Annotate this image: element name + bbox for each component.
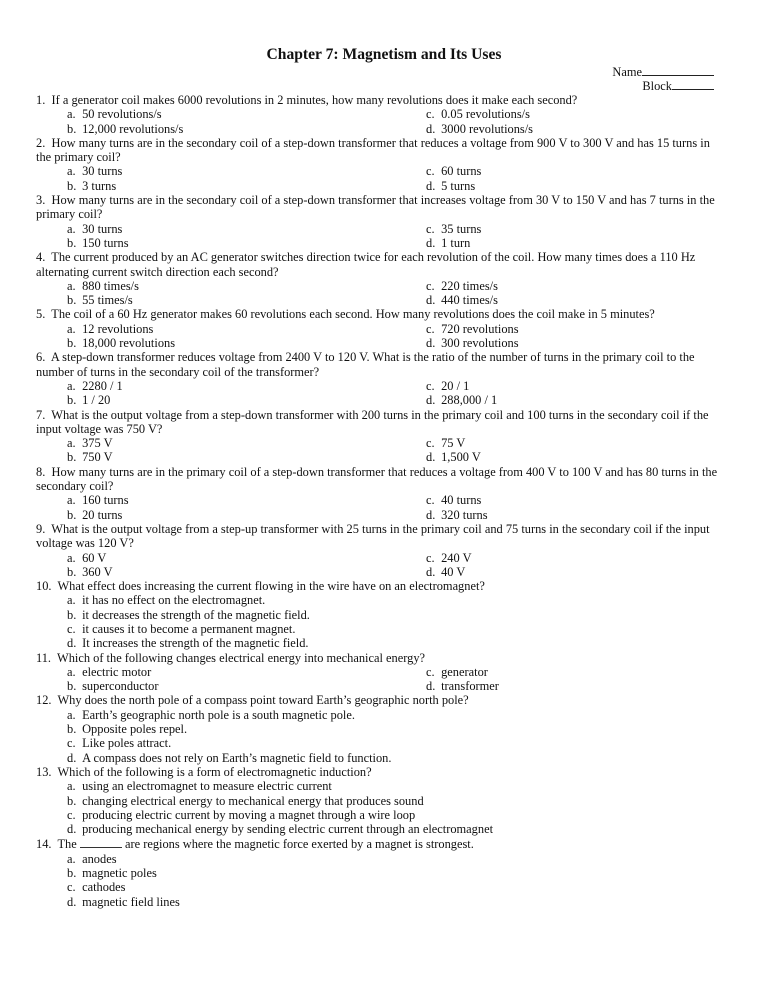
question-9 [36, 522, 726, 579]
question-3 [36, 193, 726, 250]
option-b: b. 360 V [67, 564, 113, 579]
question-text: A step-down transformer reduces voltage from 2400 V to 120 V. What is the ratio of the number of turns in the primary coil to the number of turns in the secondary coil of the transformer? [36, 350, 695, 379]
question-2 [36, 136, 726, 193]
question-number: 10. [36, 579, 52, 594]
option-a: a. it has no effect on the electromagnet. [67, 593, 266, 608]
question-11 [36, 651, 726, 694]
question-number: 5. [36, 307, 46, 322]
option-d: d. 288,000 / 1 [426, 393, 498, 408]
option-a: a. 12 revolutions [67, 321, 154, 336]
option-c: c. cathodes [67, 880, 126, 895]
option-d: d. It increases the strength of the magnetic field. [67, 636, 309, 651]
fill-in-blank [80, 836, 122, 848]
option-b: b. 18,000 revolutions [67, 336, 176, 351]
option-a: a. Earth’s geographic north pole is a south magnetic pole. [67, 707, 355, 722]
option-b: b. 55 times/s [67, 293, 133, 308]
answer-options [36, 222, 726, 251]
option-c: c. producing electric current by moving a magnet through a wire loop [67, 807, 416, 822]
answer-options [36, 593, 726, 650]
answer-options [36, 379, 726, 408]
answer-options [36, 665, 726, 694]
question-10 [36, 579, 726, 650]
block-blank [672, 78, 714, 90]
question-text: What is the output voltage from a step-up transformer with 25 turns in the primary coil and 75 turns in the secondary coil if the input voltage was 120 V? [36, 521, 710, 551]
question-text-after: are regions where the magnetic force exerted by a magnet is strongest. [124, 837, 474, 852]
option-d: d. 40 V [426, 564, 466, 579]
answer-options [36, 436, 726, 465]
option-b: b. changing electrical energy to mechanical energy that produces sound [67, 793, 424, 808]
question-number: 8. [36, 464, 46, 479]
option-d: d. 3000 revolutions/s [426, 121, 534, 136]
option-c: c. 20 / 1 [426, 378, 470, 393]
question-text-before: The [57, 837, 77, 852]
question-number: 7. [36, 407, 46, 422]
question-1 [36, 93, 726, 136]
question-6 [36, 350, 726, 407]
option-c: c. 75 V [426, 436, 466, 451]
question-number: 9. [36, 521, 46, 536]
option-b: b. it decreases the strength of the magnetic field. [67, 607, 310, 622]
answer-options [36, 708, 726, 765]
option-a: a. anodes [67, 851, 117, 866]
question-number: 13. [36, 764, 52, 779]
option-d: d. transformer [426, 679, 499, 694]
question-number: 11. [36, 650, 52, 665]
option-c: c. it causes it to become a permanent magnet. [67, 621, 296, 636]
option-d: d. 300 revolutions [426, 336, 519, 351]
question-number: 4. [36, 250, 46, 265]
option-c: c. 720 revolutions [426, 321, 519, 336]
option-d: d. 1 turn [426, 235, 471, 250]
option-a: a. 880 times/s [67, 278, 139, 293]
option-d: d. A compass does not rely on Earth’s magnetic field to function. [67, 750, 392, 765]
block-field [642, 78, 714, 93]
question-8 [36, 465, 726, 522]
question-text: If a generator coil makes 6000 revolutions in 2 minutes, how many revolutions does it make each second? [51, 93, 578, 107]
option-d: d. 5 turns [426, 178, 476, 193]
option-c: c. 40 turns [426, 493, 482, 508]
option-c: c. Like poles attract. [67, 736, 172, 751]
question-13 [36, 765, 726, 836]
option-a: a. 2280 / 1 [67, 378, 123, 393]
name-label: Name [612, 65, 642, 79]
option-b: b. Opposite poles repel. [67, 722, 188, 737]
question-7 [36, 408, 726, 465]
question-number: 3. [36, 193, 46, 208]
question-text: Which of the following is a form of electromagnetic induction? [57, 764, 372, 779]
question-12 [36, 693, 726, 764]
question-number: 6. [36, 350, 46, 365]
option-c: c. 0.05 revolutions/s [426, 107, 530, 122]
question-text: What is the output voltage from a step-down transformer with 200 turns in the primary coil and 100 turns in the secondary coil if the input voltage was 750 V? [36, 407, 709, 436]
question-number: 12. [36, 693, 52, 708]
option-b: b. 3 turns [67, 178, 117, 193]
option-b: b. 20 turns [67, 507, 123, 522]
option-a: a. 375 V [67, 436, 113, 451]
option-a: a. using an electromagnet to measure electric current [67, 779, 332, 794]
question-number: 2. [36, 135, 46, 150]
option-a: a. electric motor [67, 664, 152, 679]
option-b: b. 1 / 20 [67, 393, 111, 408]
question-text: The current produced by an AC generator switches direction twice for each revolution of the coil. How many times does a 110 Hz alternating current switch direction each second? [36, 250, 696, 279]
question-number: 14. [36, 837, 52, 852]
option-c: c. generator [426, 664, 488, 679]
option-d: d. producing mechanical energy by sending electric current through an electromagnet [67, 822, 494, 837]
answer-options [36, 279, 726, 308]
name-blank [642, 64, 714, 76]
option-a: a. 30 turns [67, 221, 123, 236]
answer-options [36, 107, 726, 136]
question-number: 1. [36, 93, 46, 107]
question-text: How many turns are in the secondary coil of a step-down transformer that increases voltage from 30 V to 150 V and has 7 turns in the primary coil? [36, 193, 715, 222]
option-d: d. 1,500 V [426, 450, 481, 465]
question-text: The coil of a 60 Hz generator makes 60 revolutions each second. How many revolutions does the coil make in 5 minutes? [51, 307, 655, 322]
option-b: b. superconductor [67, 679, 159, 694]
question-list [36, 93, 726, 909]
option-c: c. 220 times/s [426, 278, 498, 293]
answer-options [36, 493, 726, 522]
option-b: b. 150 turns [67, 235, 129, 250]
option-a: a. 160 turns [67, 493, 129, 508]
question-14 [36, 836, 726, 908]
option-a: a. 30 turns [67, 164, 123, 179]
option-d: d. 320 turns [426, 507, 488, 522]
option-b: b. 12,000 revolutions/s [67, 121, 184, 136]
question-5 [36, 307, 726, 350]
option-c: c. 240 V [426, 550, 472, 565]
option-a: a. 50 revolutions/s [67, 107, 162, 122]
answer-options [36, 164, 726, 193]
answer-options [36, 322, 726, 351]
question-text: How many turns are in the primary coil of a step-down transformer that reduces a voltage from 400 V to 100 V and has 80 turns in the secondary coil? [36, 464, 718, 494]
question-text: How many turns are in the secondary coil of a step-down transformer that reduces a voltage from 900 V to 300 V and has 15 turns in the primary coil? [36, 135, 710, 165]
option-c: c. 60 turns [426, 164, 482, 179]
option-a: a. 60 V [67, 550, 107, 565]
page-title: Chapter 7: Magnetism and Its Uses [266, 46, 502, 63]
name-field [612, 64, 714, 79]
question-4 [36, 250, 726, 307]
question-text: Which of the following changes electrical energy into mechanical energy? [57, 650, 426, 665]
answer-options [36, 779, 726, 836]
answer-options [36, 852, 726, 909]
question-text: What effect does increasing the current flowing in the wire have on an electromagnet? [57, 579, 485, 594]
option-b: b. 750 V [67, 450, 113, 465]
answer-options [36, 551, 726, 580]
option-c: c. 35 turns [426, 221, 482, 236]
block-label: Block [642, 79, 672, 93]
option-b: b. magnetic poles [67, 866, 157, 881]
option-d: d. 440 times/s [426, 293, 498, 308]
question-text: Why does the north pole of a compass point toward Earth’s geographic north pole? [57, 693, 469, 708]
option-d: d. magnetic field lines [67, 894, 180, 909]
